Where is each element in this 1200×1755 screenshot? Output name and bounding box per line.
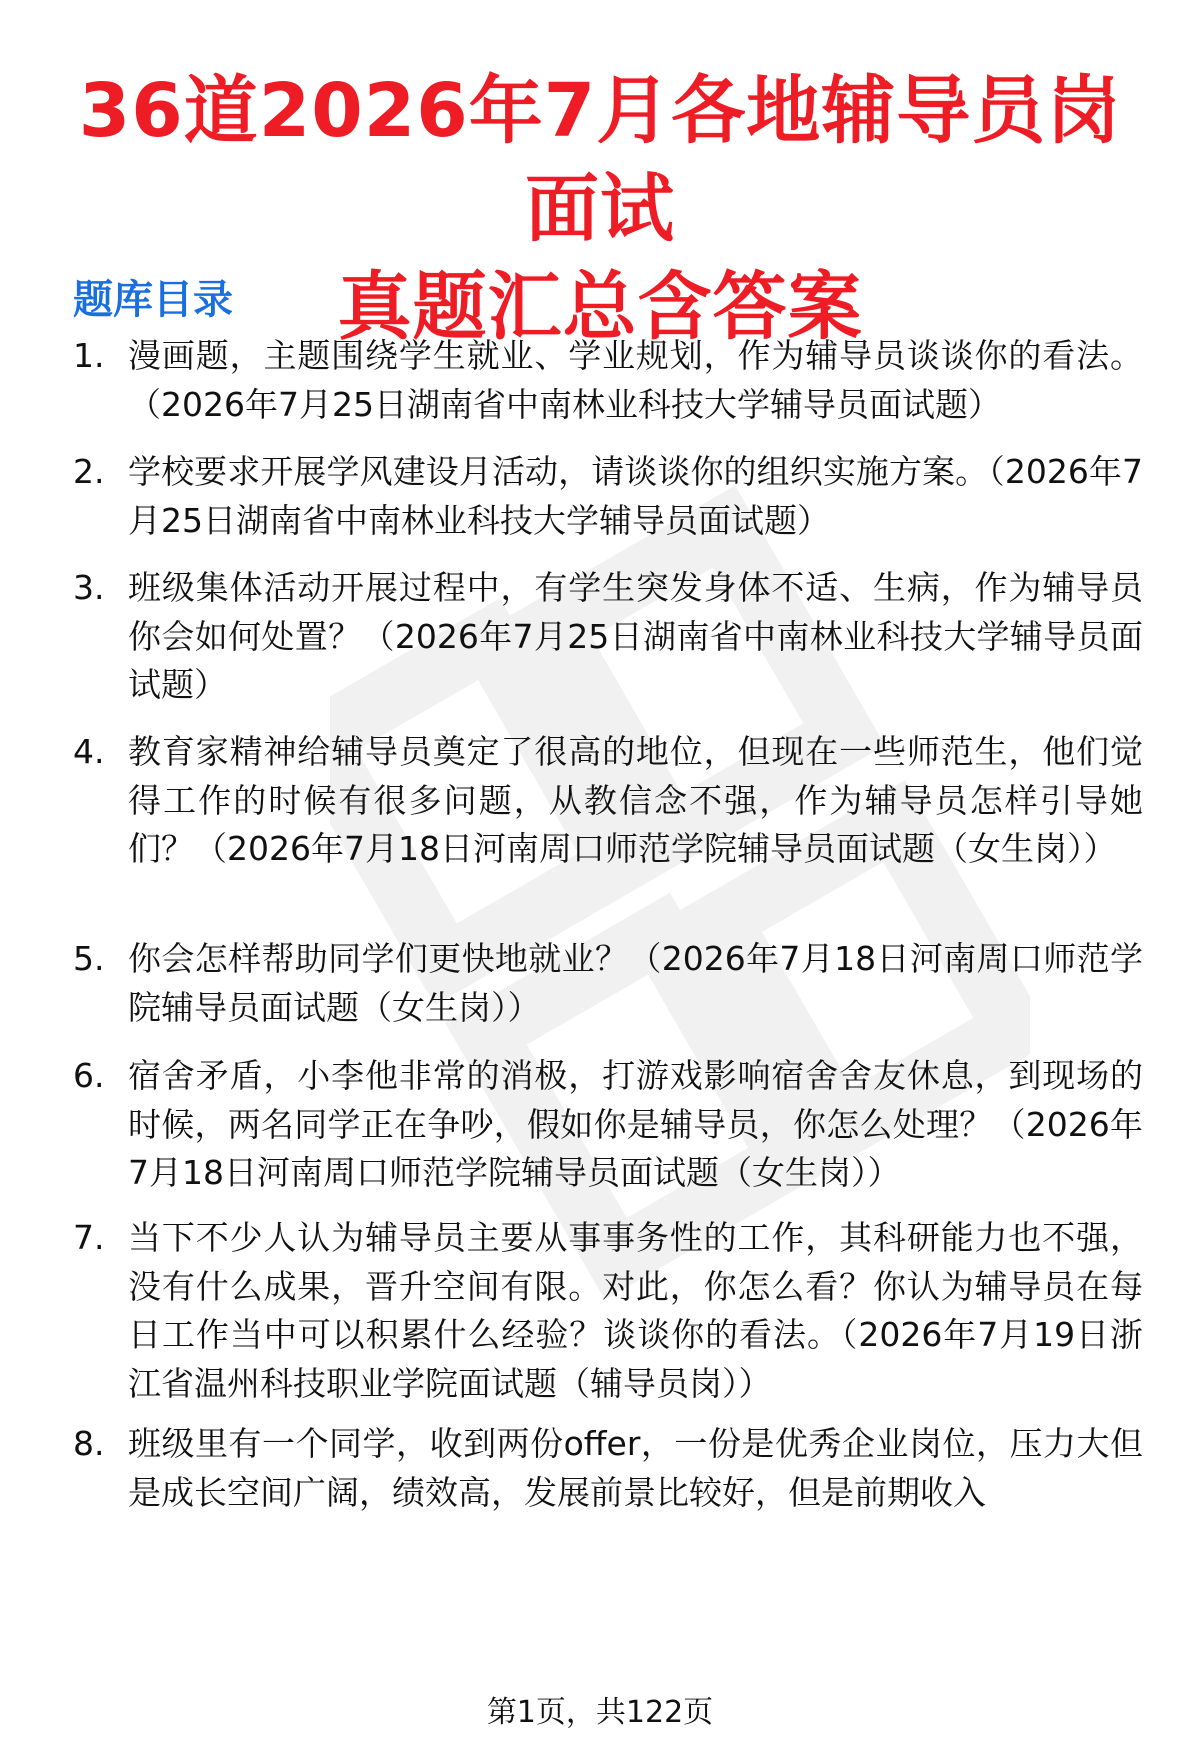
toc-item-number: 3. <box>73 568 105 607</box>
toc-heading: 题库目录 <box>73 277 233 323</box>
toc-item-text: 漫画题，主题围绕学生就业、学业规划，作为辅导员谈谈你的看法。（2026年7月25日湖南省中南林业科技大学辅导员面试题） <box>128 336 1143 424</box>
toc-item-number: 2. <box>73 452 105 491</box>
title-line-2: 真题汇总含答案 <box>337 264 863 350</box>
toc-item-number: 1. <box>73 336 105 375</box>
toc-item-text: 宿舍矛盾，小李他非常的消极，打游戏影响宿舍舍友休息，到现场的时候，两名同学正在争吵，假如你是辅导员，你怎么处理？（2026年7月18日河南周口师范学院辅导员面试题（女生岗）） <box>128 1056 1143 1192</box>
toc-item-text: 你会怎样帮助同学们更快地就业？（2026年7月18日河南周口师范学院辅导员面试题（女生岗）） <box>128 939 1143 1027</box>
toc-item-number: 4. <box>73 732 105 771</box>
toc-item-text: 教育家精神给辅导员奠定了很高的地位，但现在一些师范生，他们觉得工作的时候有很多问题，从教信念不强，作为辅导员怎样引导她们？（2026年7月18日河南周口师范学院辅导员面试题（女生岗）） <box>128 732 1143 868</box>
toc-item-number: 5. <box>73 939 105 978</box>
toc-item-number: 6. <box>73 1056 105 1095</box>
toc-item-number: 7. <box>73 1218 105 1257</box>
toc-item-text: 当下不少人认为辅导员主要从事事务性的工作，其科研能力也不强，没有什么成果，晋升空间有限。对此，你怎么看？你认为辅导员在每日工作当中可以积累什么经验？谈谈你的看法。（2026年7月19日浙江省温州科技职业学院面试题（辅导员岗）） <box>128 1218 1143 1403</box>
toc-item-text: 学校要求开展学风建设月活动，请谈谈你的组织实施方案。（2026年7月25日湖南省中南林业科技大学辅导员面试题） <box>128 452 1143 540</box>
toc-item-text: 班级集体活动开展过程中，有学生突发身体不适、生病，作为辅导员你会如何处置？（2026年7月25日湖南省中南林业科技大学辅导员面试题） <box>128 568 1143 704</box>
page-footer: 第1页，共122页 <box>486 1695 714 1730</box>
title-line-1: 36道2026年7月各地辅导员岗面试 <box>78 68 1122 252</box>
toc-item-number: 8. <box>73 1424 105 1463</box>
toc-item-text: 班级里有一个同学，收到两份offer，一份是优秀企业岗位，压力大但是成长空间广阔，绩效高，发展前景比较好，但是前期收入 <box>128 1424 1143 1512</box>
